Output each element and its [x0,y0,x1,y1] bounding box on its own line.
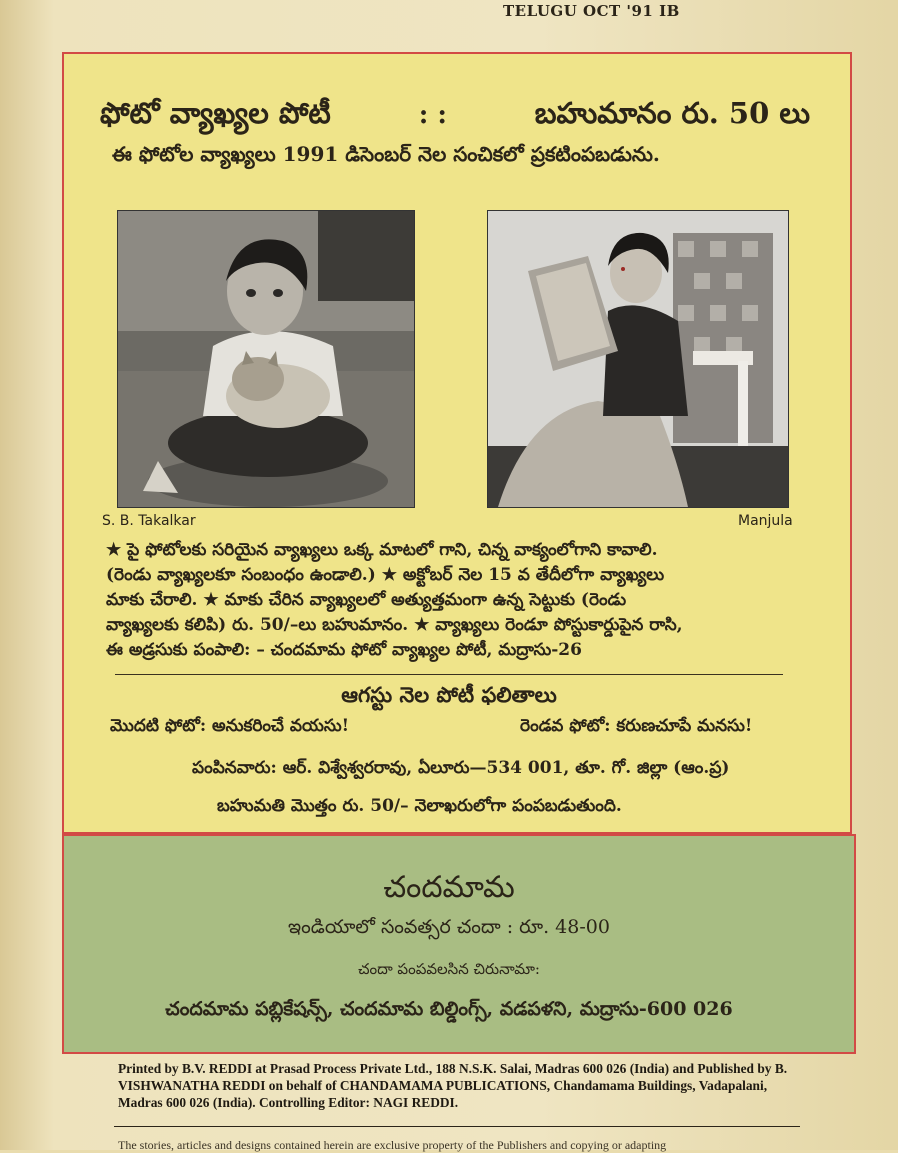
contest-rules [106,538,822,663]
issue-code: TELUGU OCT '91 IB [503,2,680,20]
rules-line: (రెండు వ్యాఖ్యలకూ సంబంధం ఉండాలి.) ★ అక్టోబర్ నెల 15 వ తేదీలోగా వ్యాఖ్యలు [106,565,665,585]
photo-caption-right: Manjula [738,513,793,529]
title-separator: : : [418,100,447,130]
address-label: చందా పంపవలసిన చిరునామా: [358,960,540,978]
photo-caption-left: S. B. Takalkar [102,513,196,529]
rules-line: ★ పై ఫోటోలకు సరియైన వ్యాఖ్యలు ఒక్క మాటలో గాని, చిన్న వాక్యంలోగాని కావాలి. [106,540,658,560]
section-divider [115,674,783,675]
prize-note: బహుమతి మొత్తం రు. 50/– నెలాఖరులోగా పంపబడుతుంది. [217,796,622,816]
rules-line: వ్యాఖ్యలకు కలిపి) రు. 50/–లు బహుమానం. ★ వ్యాఖ్యలు రెండూ పోస్టుకార్డుపైన రాసి, [106,615,683,635]
first-photo-result: మొదటి ఫోటో: అనుకరించే వయసు! [110,716,350,736]
second-photo-result: రెండవ ఫోటో: కరుణచూపే మనసు! [520,716,753,736]
results-title: ఆగస్టు నెల పోటీ ఫలితాలు [341,682,557,707]
magazine-name: చందమామ [383,870,515,905]
winner-sender: పంపినవారు: ఆర్. విశ్వేశ్వరరావు, ఏలూరు—534 001, తూ. గో. జిల్లా (ఆం.ప్ర) [192,758,730,778]
contest-subtitle: ఈ ఫోటోల వ్యాఖ్యలు 1991 డిసెంబర్ నెల సంచికలో ప్రకటింపబడును. [112,142,660,166]
annual-subscription: ఇండియాలో సంవత్సర చందా : రూ. 48-00 [288,916,610,938]
rules-line: మాకు చేరాలి. ★ మాకు చేరిన వ్యాఖ్యలలో అత్యుత్తమంగా ఉన్న సెట్టుకు (రెండు [106,590,627,610]
copyright-footer: The stories, articles and designs contained herein are exclusive property of the Publishers and copying or adapting [118,1138,667,1152]
photo-girl-reading [487,210,789,508]
footer-rule [114,1126,800,1127]
rules-line: ఈ అడ్రసుకు పంపాలి: – చందమామ ఫోటో వ్యాఖ్యల పోటీ, మద్రాసు-26 [106,640,582,660]
subscription-address: చందమామ పబ్లికేషన్స్, చందమామ బిల్డింగ్స్, వడపళని, మద్రాసు-600 026 [165,998,733,1020]
printer-imprint: Printed by B.V. REDDI at Prasad Process Private Ltd., 188 N.S.K. Salai, Madras 600 026 (India) and Published by B. VISHWANATHA REDDI on behalf of CHANDAMAMA PUBLICATIONS, Chandamama Buildings, Vadapalani, Madras 600 026 (India). Controlling Editor: NAGI REDDI. [118,1061,788,1110]
contest-title-row [100,96,810,138]
prize-amount: బహుమానం రు. 50 లు [534,96,810,130]
boy-with-cat-image [118,211,414,507]
girl-reading-image [488,211,788,507]
photo-boy-with-cat [117,210,415,508]
contest-title: ఫోటో వ్యాఖ్యల పోటీ [100,96,331,130]
